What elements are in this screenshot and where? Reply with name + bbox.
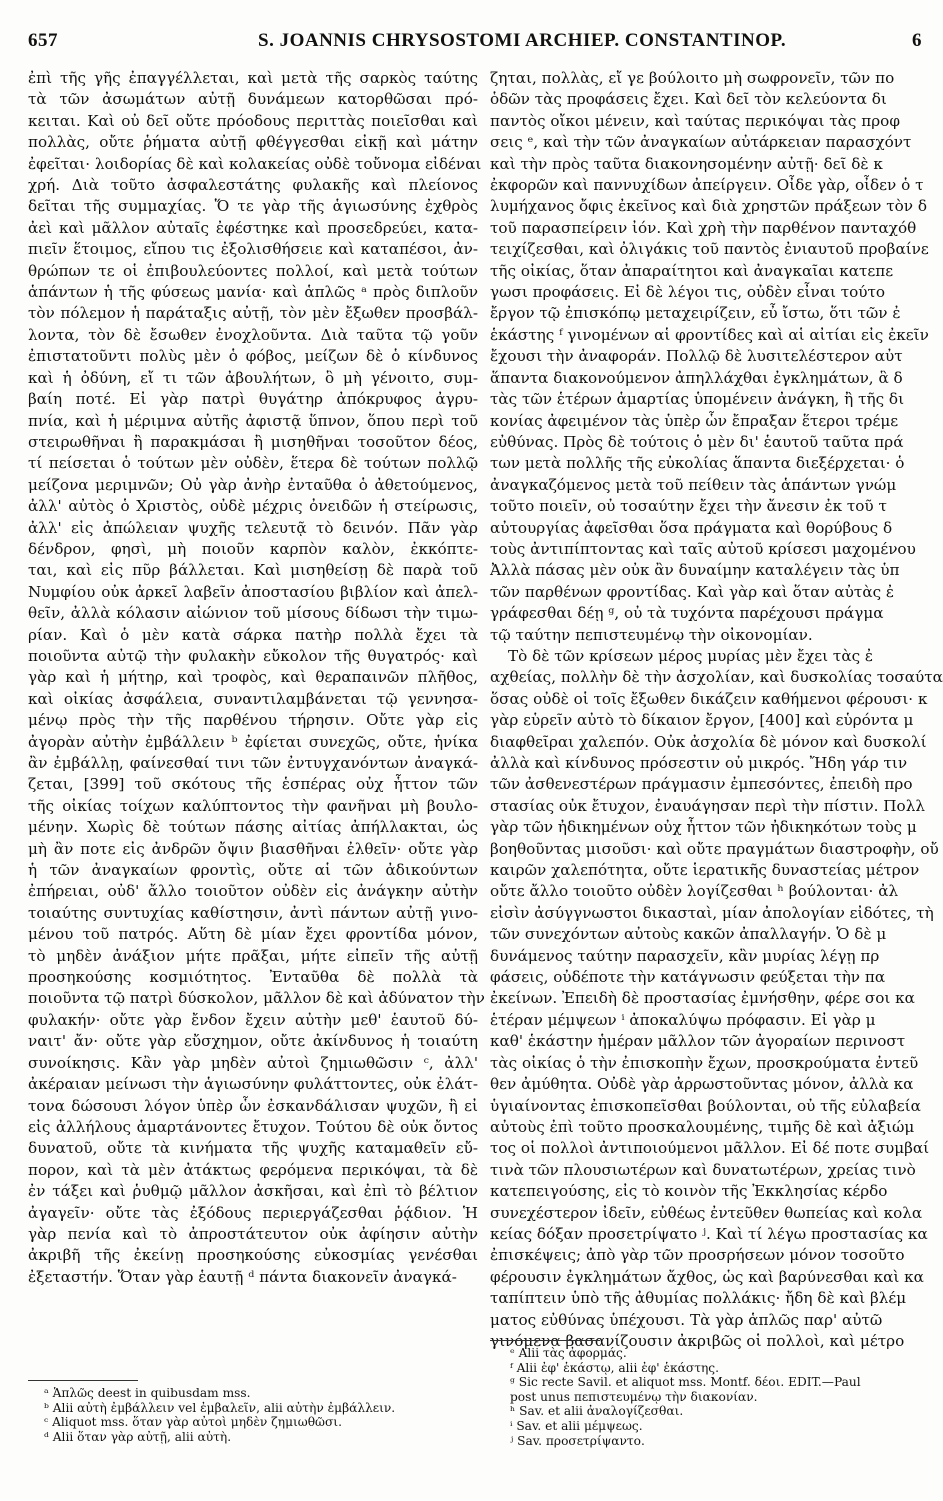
text-line: ἐφεῖται· λοιδορίας δὲ καὶ κολακείας οὐδὲ τοὔνομα εἰδέναι [28, 154, 482, 173]
text-line: γράφεσθαι δέῃ ᵍ, οὐ τὰ τυχόντα παρέχουσι πράγμα [490, 604, 884, 623]
text-line: τῷ ταύτην πεπιστευμένῳ τὴν οἰκονομίαν. [490, 625, 813, 644]
text-line: παντὸς οἴκοι μένειν, καὶ ταύτας περικόψαι τὰς προφ [490, 111, 900, 130]
text-line: ἐπιστατοῦντι πολὺς μὲν ὁ φόβος, μείζων δὲ ὁ κίνδυνος [28, 347, 478, 366]
text-line: τὰ τῶν ἀσωμάτων αὐτῇ δυνάμεων κατορθῶσαι πρό- [28, 90, 478, 109]
text-line: ἀλλ' αὐτὸς ὁ Χριστὸς, οὐδὲ μέχρις ὀνειδῶν ἡ στείρωσις, [28, 497, 478, 516]
text-line: συνεχέστερον ἰδεῖν, εὐθέως ἐντεῦθεν θωπείας καὶ κολα [490, 1203, 923, 1222]
text-line: ζηται, πολλὰς, εἴ γε βούλοιτο μὴ σωφρονεῖν, τῶν πο [490, 69, 895, 87]
text-line: ἡ τῶν ἀναγκαίων φροντὶς, οὔτε αἱ τῶν ἀδικούντων [28, 861, 478, 880]
text-line: γινόμενα βασανίζουσιν ἀκριβῶς οἱ πολλοὶ, καὶ μέτρο [490, 1331, 905, 1350]
text-line: ματος εὐθύνας ὑπέχουσι. Τὰ γὰρ ἁπλῶς παρ' αὐτῶ [490, 1310, 883, 1329]
text-line: κονίας ἀφειμένον τὰς ὑπὲρ ὧν ἔπραξαν ἕτεροι τρέμε [490, 411, 899, 430]
footnote-line: ᵇ Alii αὐτὴ ἐμβάλλειν vel ἐμβαλεῖν, alii αὐτὴν ἐμβάλλειν. [44, 1400, 396, 1415]
text-line: συνοίκησις. Κἂν γὰρ μηδὲν αὐτοὶ ζημιωθῶσιν ᶜ, ἀλλ' [28, 1053, 478, 1072]
footnotes-right [510, 1346, 919, 1448]
text-line: αὐτοὺς ἐπὶ τοῦτο προσκαλουμένης, τιμῆς δὲ καὶ ἀξιώμ [490, 1117, 915, 1136]
text-line: τοιαύτης συντυχίας καθίστησιν, ἀντὶ πάντων αὐτῇ γινο- [28, 903, 478, 922]
running-title: S. JOANNIS CHRYSOSTOMI ARCHIEP. CONSTANTINOP. [258, 30, 787, 51]
text-line: ται, καὶ εἰς πῦρ βάλλεται. Καὶ μισηθείσῃ δὲ παρὰ τοῦ [28, 561, 478, 580]
text-line: τῆς οἰκίας τοίχων καλύπτοντος τὴν φανῆναι μὴ βουλο- [28, 796, 478, 815]
text-line: μένου τοῦ πατρός. Αὕτη δὲ μίαν ἔχει φροντίδα μόνον, [28, 925, 478, 944]
text-line: ζεται, [399] τοῦ σκότους τῆς ἑσπέρας οὐχ ἧττον τῶν [28, 775, 478, 794]
text-line: τί πείσεται ὁ τούτων μὲν οὐδὲν, ἕτερα δὲ τούτων πολλῷ [28, 454, 478, 473]
text-line: τῶν παρθένων φροντίδας. Καὶ γὰρ καὶ ὅταν αὐτὰς ἐ [490, 582, 895, 601]
page-number: 657 [28, 30, 58, 51]
text-line: τὰς τῶν ἑτέρων ἁμαρτίας ὑπομένειν ἀνάγκη, ἢ τῆς δι [490, 390, 905, 409]
text-line: ἐπήρειαι, οὐδ' ἄλλο τοιοῦτον οὐδὲν εἰς ἀνάγκην αὐτὴν [28, 882, 478, 901]
text-line: ἐξεταστήν. Ὅταν γὰρ ἑαυτῇ ᵈ πάντα διακονεῖν ἀναγκά- [28, 1267, 457, 1286]
text-line: βαίη ποτέ. Εἰ γὰρ πατρὶ θυγάτηρ ἀπόκρυφος ἀγρυ- [28, 390, 478, 409]
text-line: ταπίπτειν ὑπὸ τῆς ἀθυμίας πολλάκις· ἤδη δὲ καὶ βλέμ [490, 1289, 907, 1308]
text-line: εἰσὶν ἀσύγγνωστοι δικασταὶ, μίαν ἀπολογίαν εἰδότες, τὴ [490, 903, 934, 922]
text-line: των μετὰ πολλῆς τῆς εὐκολίας ἅπαντα διεξέρχεται· ὁ [490, 454, 905, 473]
text-line: Ἀλλὰ πάσας μὲν οὐκ ἂν δυναίμην καταλέγειν τὰς ὑπ [490, 561, 900, 580]
text-line: τοὺς ἀντιπίπτοντας καὶ ταῖς αὐτοῦ κρίσεσι μαχομένου [490, 539, 916, 558]
footnote-line: ᵈ Alii ὅταν γὰρ αὐτῇ, alii αὐτὴ. [44, 1429, 232, 1444]
text-line: γὰρ πενία καὶ τὸ ἀπροστάτευτον οὐκ ἀφίησιν αὐτὴν [28, 1224, 478, 1243]
text-line: στειρωθῆναι ἢ παρακμάσαι ἢ μισηθῆναι τοσοῦτον δέος, [28, 432, 478, 451]
text-line: σεις ᵉ, καὶ τὴν τῶν ἀναγκαίων αὐτάρκειαν παρασχόντ [490, 133, 912, 152]
text-line: γωσι προφάσεις. Εἰ δὲ λέγοι τις, οὐδὲν εἶναι τούτο [490, 283, 886, 302]
text-line: κατεπειγούσης, εἰς τὸ κοινὸν τῆς Ἐκκλησίας κέρδο [490, 1182, 888, 1201]
text-line: ἀκριβῆ τῆς ἐκείνῃ προσηκούσης εὐκοσμίας γενέσθαι [28, 1246, 478, 1265]
text-line: πιεῖν ἕτοιμος, εἴπου τις ἐξολισθήσειε καὶ καταπέσοι, ἀν- [28, 240, 478, 259]
footnote-line: ⁱ Sav. et alii μέμψεως. [510, 1418, 643, 1433]
text-line: θεῖν, ἀλλὰ κόλασιν αἰώνιον τοῦ μίσους δίδωσι τὴν τιμω- [28, 604, 478, 623]
text-line: γὰρ καὶ ἡ μήτηρ, καὶ τροφὸς, καὶ θεραπαινῶν πλῆθος, [28, 668, 478, 687]
footnote-rule-right [490, 1340, 600, 1341]
text-line: κειται. Καὶ οὐ δεῖ οὔτε πρόοδους περιττὰς ποιεῖσθαι καὶ [28, 111, 478, 130]
footnote-line: ʰ Sav. et alii ἀναλογίζεσθαι. [510, 1404, 684, 1419]
text-line: κείας δόξαν προσετρίψατο ʲ. Καὶ τί λέγω προστασίας κα [490, 1224, 928, 1243]
text-line: μένῳ πρὸς τὴν τῆς παρθένου τήρησιν. Οὔτε γὰρ εἰς [28, 711, 478, 730]
text-line: καὶ ἡ ὀδύνη, εἴ τι τῶν ἀβουλήτων, ὃ μὴ γένοιτο, συμ- [28, 368, 478, 387]
text-line: ἀγαγεῖν· οὔτε τὰς ἐξόδους περιεργάζεσθαι ῥᾴδιον. Ἡ [28, 1203, 478, 1222]
text-line: φέρουσιν ἐγκλημάτων ἄχθος, ὡς καὶ βαρύνεσθαι καὶ κα [490, 1267, 924, 1286]
text-line: δεῖται τῆς συμμαχίας. Ὅ τε γὰρ τῆς ἁγιωσύνης ἐχθρὸς [28, 197, 478, 216]
footnote-line: ᶠ Alii ἐφ' ἑκάστῳ, alii ἐφ' ἑκάστης. [510, 1360, 719, 1375]
text-line: λυμήχανος ὄφις ἐκεῖνος καὶ διὰ χρηστῶν πράξεων τὸν δ [490, 197, 927, 216]
text-line: τος οἱ πολλοὶ ἀντιποιούμενοι μᾶλλον. Εἰ δέ ποτε συμβαί [490, 1139, 930, 1158]
text-line: πολλὰς, οὔτε ῥήματα αὐτῇ φθέγγεσθαι εἰκῇ καὶ μάτην [28, 133, 478, 152]
text-column-left [28, 68, 485, 1373]
text-line: πνία, καὶ ἡ μέριμνα αὐτῆς ἀφιστᾷ ὕπνον, ὅπου περὶ τοῦ [28, 411, 478, 430]
header-edge-mark: 6 [912, 30, 922, 51]
text-line: βοηθοῦντας μισοῦσι· καὶ οὔτε πραγμάτων διαστροφὴν, οὔ [490, 839, 939, 858]
text-line: τειχίζεσθαι, καὶ ὀλιγάκις τοῦ παντὸς ἐνιαυτοῦ προβαίνε [490, 240, 929, 259]
text-line: φάσεις, οὐδέποτε τὴν κατάγνωσιν φεύξεται τὴν πα [490, 968, 886, 987]
text-line: λοντα, τὸν δὲ ἔσωθεν ἐνοχλοῦντα. Διὰ ταῦτα τῷ γοῦν [28, 325, 478, 344]
text-line: τονα δώσουσι λόγον ὑπὲρ ὧν ἐσκανδάλισαν ψυχῶν, ἢ εἰ [28, 1096, 478, 1115]
text-line: εὐθύνας. Πρὸς δὲ τούτοις ὁ μὲν δι' ἑαυτοῦ ταῦτα πρά [490, 432, 904, 451]
footnote-line: ᵍ Sic recte Savil. et aliquot mss. Montf. δέοι. EDIT.—Paul [510, 1375, 861, 1390]
text-line: ἑκάστης ᶠ γινομένων αἱ φροντίδες καὶ αἱ αἰτίαι εἰς ἐκεῖν [490, 325, 929, 344]
text-line: τῶν συνεχόντων αὐτοὺς κακῶν ἀπαλλαγήν. Ὁ δὲ μ [490, 925, 887, 944]
text-line: ἀλλ' εἰς ἀπώλειαν ψυχῆς τελευτᾷ τὸ δεινόν. Πᾶν γὰρ [28, 518, 478, 537]
text-line: τῶν ἀσθενεστέρων πράγμασιν ἐμπεσόντες, ἐπειδὴ προ [490, 775, 913, 794]
text-line: ἅπαντα διακονούμενον ἀπηλλάχθαι ἐγκλημάτων, ἃ δ [490, 368, 903, 387]
text-line: ἔχουσι τὴν ἀναφοράν. Πολλῷ δὲ λυσιτελέστερον αὐτ [490, 347, 903, 366]
text-line: ἑτέραν μέμψεων ⁱ ἀποκαλύψω πρόφασιν. Εἰ γὰρ μ [490, 1010, 876, 1029]
text-line: μένην. Χωρὶς δὲ τούτων πάσης αἰτίας ἀπήλλακται, ὡς [28, 818, 478, 837]
text-line: φυλακήν· οὔτε γὰρ ἔνδον ἔχειν αὐτὴν μεθ' ἑαυτοῦ δύ- [28, 1010, 478, 1029]
footnote-rule-left [28, 1380, 138, 1381]
text-line: στασίας οὐκ ἔτυχον, ἐναυάγησαν περὶ τὴν πίστιν. Πολλ [490, 796, 925, 815]
footnotes-left [44, 1386, 474, 1444]
text-line: τῆς οἰκίας, ὅταν ἀπαραίτητοι καὶ ἀναγκαῖαι κατεπε [490, 261, 894, 280]
text-line: αχθείας, πολλὴν δὲ τὴν ἀσχολίαν, καὶ δυσκολίας τοσαύτα [490, 668, 943, 687]
footnote-line: post unus πεπιστευμένῳ τὴν διακονίαν. [510, 1389, 758, 1404]
text-line: τοῦτο ποιεῖν, οὐ τοσαύτην ἔχει τὴν ἄνεσιν ἐκ τοῦ τ [490, 497, 887, 516]
text-line: ἀεὶ καὶ μᾶλλον αὐταῖς ἐφέστηκε καὶ προσεδρεύει, κατα- [28, 218, 478, 237]
text-line: ἐπισκέψεις; ἀπὸ γὰρ τῶν προσρήσεων μόνον τοσοῦτο [490, 1246, 905, 1265]
text-line: αὐτουργίας ἀφεῖσθαι ὅσα πράγματα καὶ θορύβους δ [490, 518, 893, 537]
text-line: ἁπάντων ἡ τῆς φύσεως μανία· καὶ ἁπλῶς ᵃ πρὸς διπλοῦν [28, 283, 478, 302]
text-line: τὸν πόλεμον ἡ παράταξις αὐτῇ, τὸν μὲν ἔξωθεν προσβάλ- [28, 304, 478, 323]
text-line: ἐκείνων. Ἐπειδὴ δὲ προστασίας ἐμνήσθην, φέρε σοι κα [490, 989, 915, 1008]
text-line: ἀγορὰν αὐτὴν ἐμβάλλειν ᵇ ἐφίεται συνεχῶς, οὔτε, ἡνίκα [28, 732, 478, 751]
footnote-line: ᵉ Alii τὰς ἀφορμάς. [510, 1346, 627, 1360]
text-line: Νυμφίου οὐκ ἀρκεῖ λαβεῖν ἀποστασίου βιβλίον καὶ ἀπελ- [28, 582, 478, 601]
text-line: ἀλλὰ καὶ κίνδυνος πρόσεστιν οὐ μικρός. Ἤδη γάρ τιν [490, 754, 908, 772]
text-line: ἂν ἐμβάλλῃ, φαίνεσθαί τινι τῶν ἐντυγχανόντων ἀναγκά- [28, 754, 478, 772]
running-header [28, 30, 922, 60]
footnote-line: ᵃ Ἁπλῶς deest in quibusdam mss. [44, 1386, 251, 1400]
text-line: γὰρ τῶν ἠδικημένων οὐχ ἧττον τῶν ἠδικηκότων τοὺς μ [490, 818, 917, 837]
text-line: γὰρ εὑρεῖν αὐτὸ τὸ δίκαιον ἔργον, [400] καὶ εὑρόντα μ [490, 711, 914, 730]
text-line: ἀναγκαζόμενος μετὰ τοῦ πείθειν τὰς ἁπάντων γνώμ [490, 475, 897, 494]
text-line: δυνάμενος ταύτην παρασχεῖν, κἂν μυρίας λέγῃ πρ [490, 946, 880, 965]
text-line: ἔργον τῷ ἐπισκόπῳ μεταχειρίζειν, εὖ ἴστω, ὅτι τῶν ἐ [490, 304, 901, 323]
text-line: πορον, καὶ τὰ μὲν ἀτάκτως φερόμενα περικόψαι, τὰ δὲ [28, 1160, 478, 1179]
text-line: μὴ ἂν ποτε εἰς ἀνδρῶν ὄψιν βιασθῆναι ἐλθεῖν· οὔτε γὰρ [28, 839, 478, 858]
text-line: μείζονα μεριμνῶν; Οὐ γὰρ ἀνὴρ ἐνταῦθα ὁ ἀθετούμενος, [28, 475, 478, 494]
text-line: ὅσας οὐδὲ οἱ τοῖς ἔξωθεν δικάζειν καθήμενοι φέρουσι· κ [490, 689, 928, 708]
text-line: ποιοῦντα τῷ πατρὶ δύσκολον, μᾶλλον δὲ καὶ ἀδύνατον τὴν [28, 989, 485, 1008]
text-line: προσηκούσης κοσμιότητος. Ἐνταῦθα δὲ πολλὰ τὰ [28, 968, 478, 987]
text-line: εἰς ἀλλήλους ἁμαρτάνοντες ἔτυχον. Τούτου δὲ οὐκ ὄντος [28, 1117, 478, 1136]
text-line: ρίαν. Καὶ ὁ μὲν κατὰ σάρκα πατὴρ πολλὰ ἔχει τὰ [28, 625, 478, 644]
text-line: θεν ἀμύθητα. Οὐδὲ γὰρ ἀρρωστοῦντας μόνον, ἀλλὰ κα [490, 1075, 914, 1094]
text-line: ποιοῦντα αὐτῷ τὴν φυλακὴν εὔκολον τῆς θυγατρός· καὶ [28, 646, 478, 665]
text-line: ναιτ' ἄν· οὔτε γὰρ εὔσχημον, οὔτε ἀκίνδυνος ἡ τοιαύτη [28, 1032, 478, 1051]
text-line: ἐν τάξει καὶ ῥυθμῷ μᾶλλον ἀσκῆσαι, καὶ ἐπὶ τὸ βέλτιον [28, 1182, 478, 1201]
footnote-line: ᶜ Aliquot mss. ὅταν γὰρ αὐτοὶ μηδὲν ζημιωθῶσι. [44, 1415, 342, 1430]
footnote-line: ʲ Sav. προσετρίψαντο. [510, 1433, 645, 1448]
text-line: τὰς οἰκίας ὁ τὴν ἐπισκοπὴν ἔχων, προσκρούματα ἐντεῦ [490, 1053, 919, 1072]
text-line: δένδρον, φησὶ, μὴ ποιοῦν καρπὸν καλὸν, ἐκκόπτε- [28, 539, 478, 558]
text-line: τινὰ τῶν πλουσιωτέρων καὶ δυνατωτέρων, χρείας τινὸ [490, 1160, 916, 1179]
text-line: ἐπὶ τῆς γῆς ἐπαγγέλλεται, καὶ μετὰ τῆς σαρκὸς ταύτης [28, 69, 478, 87]
text-line: καθ' ἑκάστην ἡμέραν μᾶλλον τῶν ἀγοραίων περινοστ [490, 1032, 906, 1051]
text-line: οὔτε ἄλλο τοιοῦτο οὐδὲν λογίζεσθαι ʰ βούλονται· ἀλ [490, 882, 899, 901]
text-line: καὶ τὴν πρὸς ταῦτα διακονησομένην αὐτῇ· δεῖ δὲ κ [490, 154, 883, 173]
text-line: Τὸ δὲ τῶν κρίσεων μέρος μυρίας μὲν ἔχει τὰς ἐ [508, 646, 874, 665]
text-line: καὶ οἰκίας ἀσφάλεια, συναντιλαμβάνεται τῷ γεννησα- [28, 689, 478, 708]
text-line: χρή. Διὰ τοῦτο ἀσφαλεστάτης φυλακῆς καὶ πλείονος [28, 176, 478, 195]
text-line: ἀκέραιαν μείνωσι τὴν ἁγιωσύνην φυλάττοντες, οὐκ ἐλάτ- [28, 1075, 478, 1094]
text-column-right [490, 68, 943, 1350]
text-line: ὁδῶν τὰς προφάσεις ἔχει. Καὶ δεῖ τὸν κελεύοντα δι [490, 90, 887, 109]
text-line: καιρῶν χαλεπότητα, οὔτε ἱερατικῆς δυναστείας μέτρον [490, 861, 920, 880]
text-line: ἐκφορῶν καὶ παννυχίδων ἀπείργειν. Οἶδε γὰρ, οἶδεν ὁ τ [490, 176, 924, 195]
text-line: τοῦ παρασπείρειν ἰόν. Καὶ χρὴ τὴν παρθένον πανταχόθ [490, 218, 917, 237]
text-line: διαφθεῖραι χαλεπόν. Οὐκ ἀσχολία δὲ μόνον καὶ δυσκολί [490, 732, 927, 751]
text-line: θρώπων τε οἱ ἐπιβουλεύοντες πολλοί, καὶ μετὰ τούτων [28, 261, 478, 280]
text-line: ὑγιαίνοντας ἐπισκοπεῖσθαι βούλονται, οὐ τῆς εὐλαβεία [490, 1096, 921, 1115]
text-line: δυνατοῦ, οὔτε τὰ κινήματα τῆς ψυχῆς καταμαθεῖν εὔ- [28, 1139, 478, 1158]
text-line: τὸ μηδὲν ἀνάξιον μήτε πρᾶξαι, μήτε εἰπεῖν τῆς αὐτῇ [28, 946, 478, 965]
